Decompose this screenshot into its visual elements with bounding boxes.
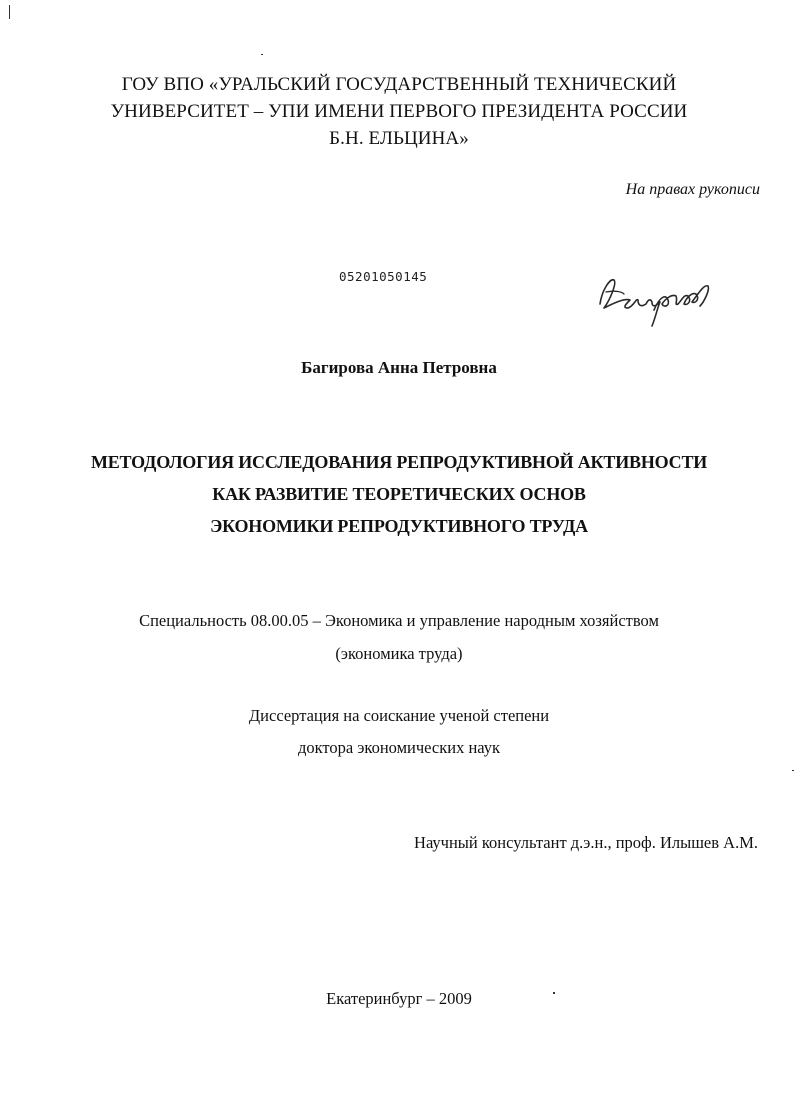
degree-line-1: Диссертация на соискание ученой степени: [248, 706, 550, 725]
catalog-number: 05201050145: [339, 269, 428, 284]
degree-line-2: доктора экономических наук: [297, 738, 501, 757]
scan-mark: [792, 770, 794, 771]
scan-mark: [553, 992, 555, 994]
specialty-line-2: (экономика труда): [335, 644, 463, 663]
specialty-line-1: Специальность 08.00.05 – Экономика и управление народным хозяйством: [139, 611, 659, 630]
dissertation-title-line-1: МЕТОДОЛОГИЯ ИССЛЕДОВАНИЯ РЕПРОДУКТИВНОЙ АКТИВНОСТИ: [90, 452, 708, 472]
scan-mark: [9, 5, 10, 19]
institution-line-2: УНИВЕРСИТЕТ – УПИ ИМЕНИ ПЕРВОГО ПРЕЗИДЕНТА РОССИИ: [110, 101, 688, 122]
author-name: Багирова Анна Петровна: [301, 358, 497, 377]
city-year: Екатеринбург – 2009: [326, 989, 472, 1008]
scan-mark: [261, 54, 263, 55]
institution-line-1: ГОУ ВПО «УРАЛЬСКИЙ ГОСУДАРСТВЕННЫЙ ТЕХНИЧЕСКИЙ: [121, 74, 677, 95]
dissertation-title-line-3: ЭКОНОМИКИ РЕПРОДУКТИВНОГО ТРУДА: [210, 516, 588, 536]
institution-line-3: Б.Н. ЕЛЬЦИНА»: [329, 128, 469, 149]
dissertation-title-line-2: КАК РАЗВИТИЕ ТЕОРЕТИЧЕСКИХ ОСНОВ: [212, 484, 586, 504]
manuscript-rights-note: На правах рукописи: [625, 181, 760, 198]
scientific-consultant: Научный консультант д.э.н., проф. Илышев А.М.: [414, 833, 758, 852]
handwritten-signature: [592, 270, 722, 330]
